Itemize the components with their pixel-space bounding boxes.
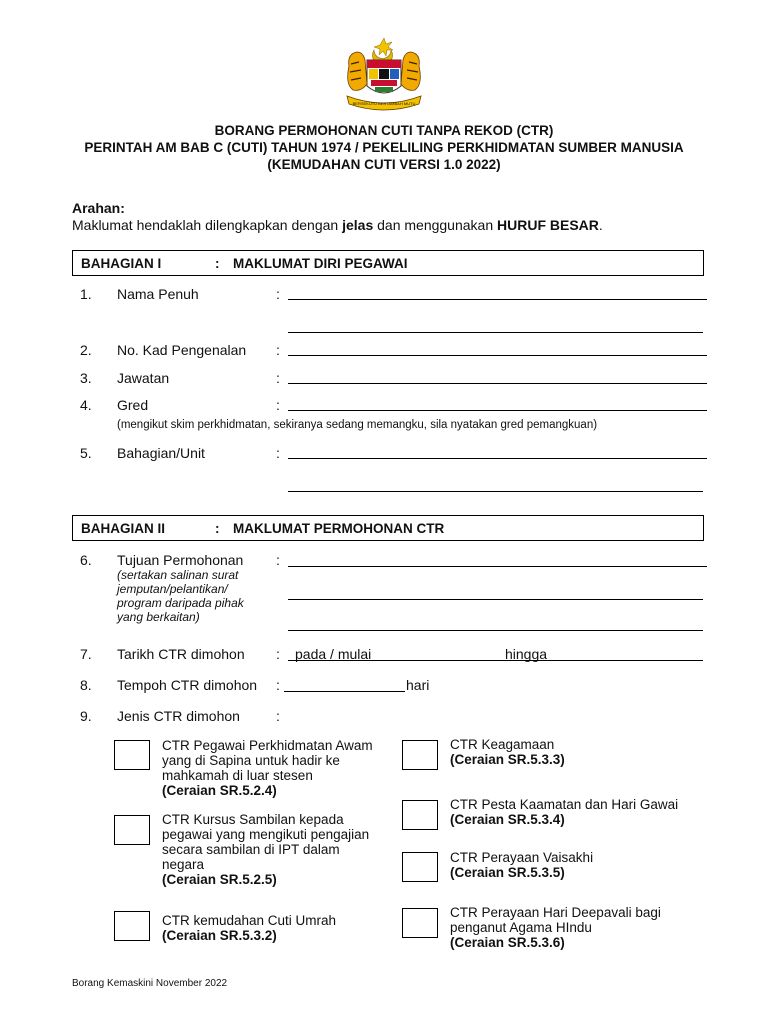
duration-unit: hari	[406, 677, 430, 693]
field-1-label: Nama Penuh	[117, 286, 199, 302]
field-3-colon: :	[276, 370, 280, 386]
option-kaamatan-gawai: CTR Pesta Kaamatan dan Hari Gawai (Ceraian SR.5.3.4)	[450, 797, 679, 827]
field-1-colon: :	[276, 286, 280, 302]
option-religious-checkbox[interactable]	[402, 740, 438, 770]
field-4-label: Gred	[117, 397, 149, 413]
option-public-servant-court-checkbox[interactable]	[114, 740, 150, 770]
section-2-label: BAHAGIAN II	[81, 521, 165, 536]
field-7-colon: :	[276, 646, 280, 662]
field-8-label: Tempoh CTR dimohon	[117, 677, 258, 693]
form-subtitle: PERINTAH AM BAB C (CUTI) TAHUN 1974 / PEKELILING PERKHIDMATAN SUMBER MANUSIA	[84, 140, 684, 155]
ic-number-input-line[interactable]	[288, 355, 707, 356]
field-2-number: 2.	[80, 342, 92, 358]
purpose-note-line-3: program daripada pihak	[117, 596, 244, 610]
option-vaisakhi: CTR Perayaan Vaisakhi (Ceraian SR.5.3.5)	[450, 850, 594, 880]
division-input-line-1[interactable]	[288, 458, 707, 459]
form-title: BORANG PERMOHONAN CUTI TANPA REKOD (CTR)	[214, 123, 554, 138]
field-1-number: 1.	[80, 286, 92, 302]
field-7-label: Tarikh CTR dimohon	[117, 646, 245, 662]
field-4-colon: :	[276, 397, 280, 413]
field-6-colon: :	[276, 552, 280, 568]
full-name-input-line-2[interactable]	[288, 332, 703, 333]
purpose-note-line-1: (sertakan salinan surat	[117, 568, 239, 582]
grade-note: (mengikut skim perkhidmatan, sekiranya sedang memangku, sila nyatakan gred pemangkuan)	[117, 419, 598, 431]
option-part-time-course-checkbox[interactable]	[114, 815, 150, 845]
full-name-input-line-1[interactable]	[288, 299, 707, 300]
section-1-header	[72, 250, 704, 276]
option-umrah-checkbox[interactable]	[114, 911, 150, 941]
purpose-note-line-2: jemputan/pelantikan/	[117, 582, 228, 596]
field-5-label: Bahagian/Unit	[117, 445, 205, 461]
purpose-note-line-4: yang berkaitan)	[117, 610, 200, 624]
field-8-colon: :	[276, 677, 280, 693]
option-deepavali: CTR Perayaan Hari Deepavali bagi penganut Agama HIndu (Ceraian SR.5.3.6)	[450, 905, 661, 950]
field-3-number: 3.	[80, 370, 92, 386]
purpose-input-line-2[interactable]	[288, 599, 703, 600]
date-input-line[interactable]	[288, 660, 703, 661]
date-to-label: hingga	[505, 646, 548, 662]
field-6-number: 6.	[80, 552, 92, 568]
svg-text:BERSEKUTU BERTAMBAH MUTU: BERSEKUTU BERTAMBAH MUTU	[352, 101, 416, 106]
field-2-label: No. Kad Pengenalan	[117, 342, 247, 358]
instructions-text: Maklumat hendaklah dilengkapkan dengan jelas dan menggunakan HURUF BESAR.	[72, 217, 603, 233]
purpose-input-line-3[interactable]	[288, 630, 703, 631]
section-2-colon: :	[215, 521, 220, 536]
division-input-line-2[interactable]	[288, 491, 703, 492]
option-umrah: CTR kemudahan Cuti Umrah (Ceraian SR.5.3.2)	[162, 913, 337, 943]
form-version: (KEMUDAHAN CUTI VERSI 1.0 2022)	[267, 157, 501, 172]
field-9-label: Jenis CTR dimohon	[117, 708, 240, 724]
option-public-servant-court: CTR Pegawai Perkhidmatan Awam yang di Sapina untuk hadir ke mahkamah di luar stesen (Ceraian SR.5.2.4)	[162, 738, 373, 798]
field-3-label: Jawatan	[117, 370, 170, 386]
field-6-label: Tujuan Permohonan	[117, 552, 244, 568]
field-2-colon: :	[276, 342, 280, 358]
field-9-colon: :	[276, 708, 280, 724]
field-8-number: 8.	[80, 677, 92, 693]
option-kaamatan-gawai-checkbox[interactable]	[402, 800, 438, 830]
section-1-colon: :	[215, 256, 220, 271]
date-from-label: pada / mulai	[295, 646, 372, 662]
grade-input-line[interactable]	[288, 410, 707, 411]
option-part-time-course: CTR Kursus Sambilan kepada pegawai yang mengikuti pengajian secara sambilan di IPT dalam negara (Ceraian SR.5.2.5)	[162, 812, 370, 887]
option-vaisakhi-checkbox[interactable]	[402, 852, 438, 882]
option-deepavali-checkbox[interactable]	[402, 908, 438, 938]
field-4-number: 4.	[80, 397, 92, 413]
section-2-title: MAKLUMAT PERMOHONAN CTR	[233, 521, 445, 536]
purpose-input-line-1[interactable]	[288, 566, 707, 567]
field-9-number: 9.	[80, 708, 92, 724]
field-7-number: 7.	[80, 646, 92, 662]
section-2-header	[72, 515, 704, 541]
footer-text: Borang Kemaskini November 2022	[72, 978, 228, 989]
coat-of-arms-emblem	[339, 36, 429, 112]
field-5-colon: :	[276, 445, 280, 461]
section-1-title: MAKLUMAT DIRI PEGAWAI	[233, 256, 408, 271]
position-input-line[interactable]	[288, 383, 707, 384]
section-1-label: BAHAGIAN I	[81, 256, 162, 271]
instructions-heading: Arahan:	[72, 200, 125, 216]
field-5-number: 5.	[80, 445, 92, 461]
option-religious: CTR Keagamaan (Ceraian SR.5.3.3)	[450, 737, 565, 767]
duration-input-line[interactable]	[284, 691, 405, 692]
